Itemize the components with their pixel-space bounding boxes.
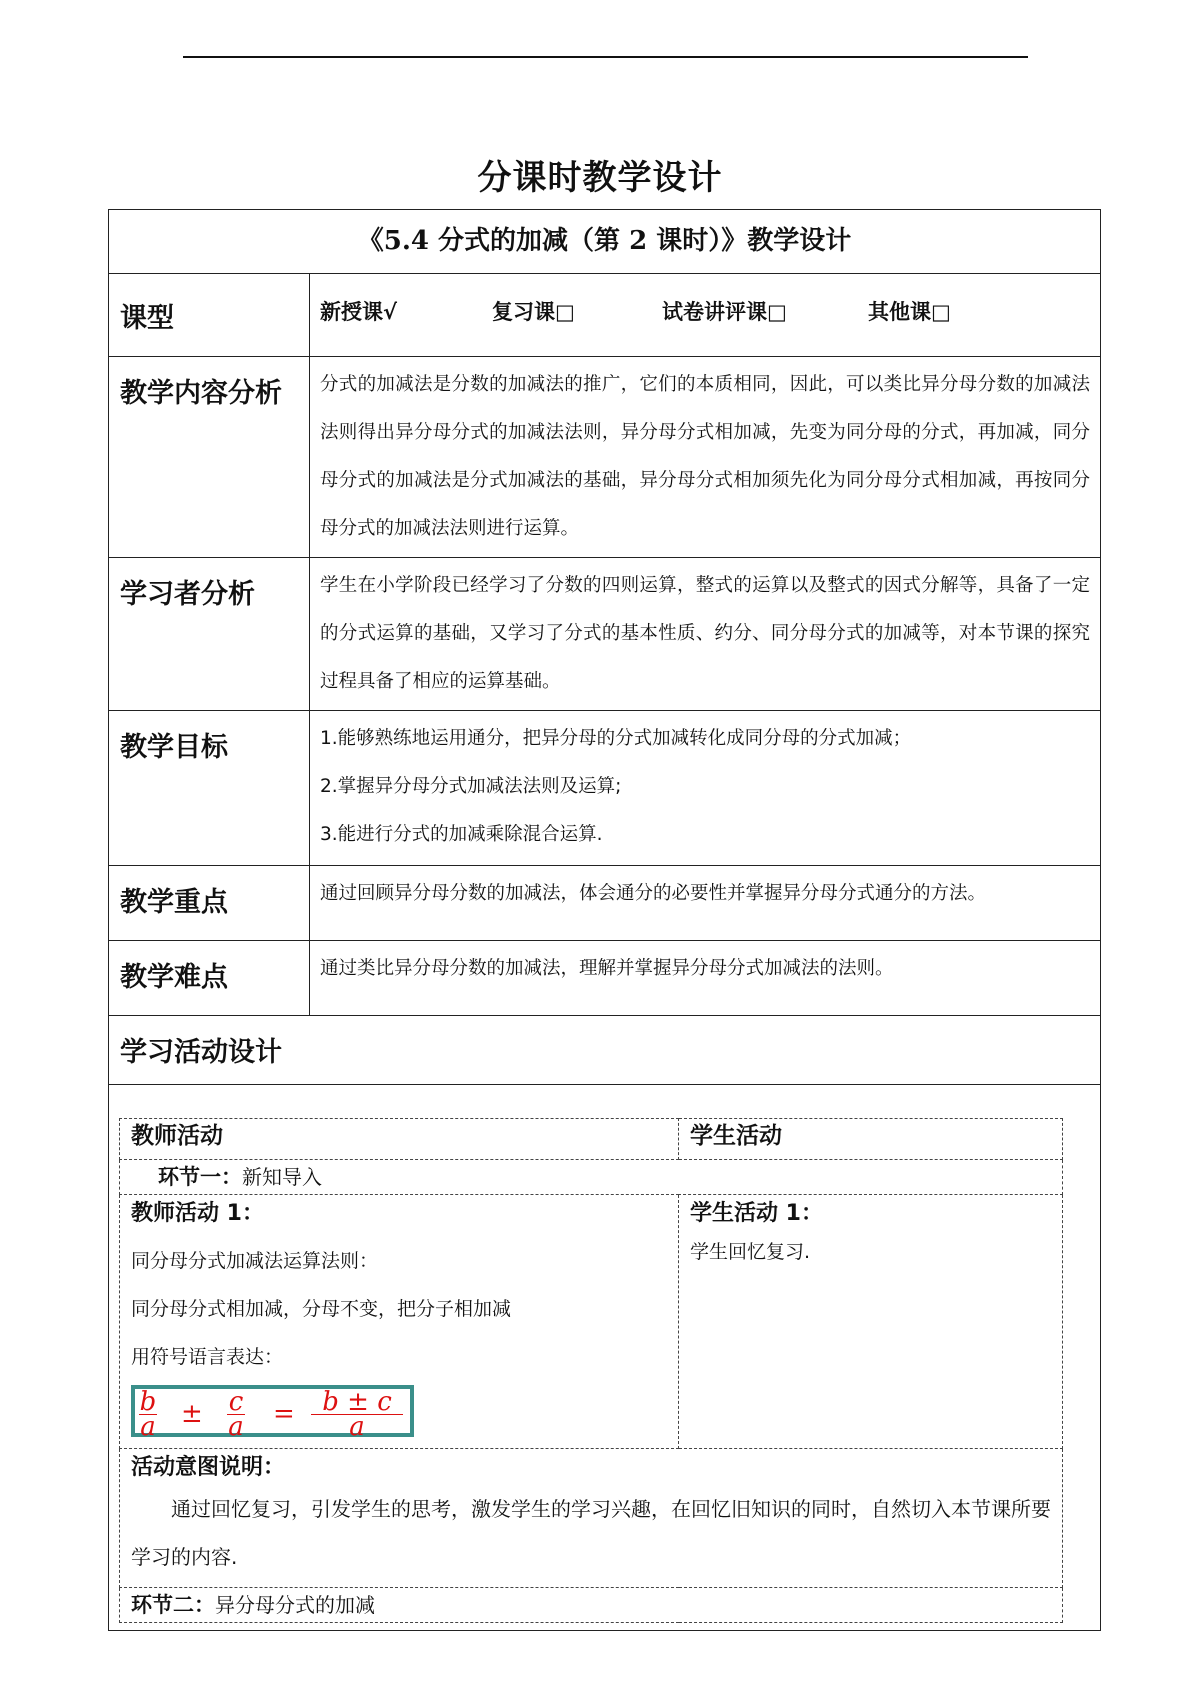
key-points-text: 通过回顾异分母分数的加减法，体会通分的必要性并掌握异分母分式通分的方法。 [310,866,1101,941]
activity-design-label: 学习活动设计 [109,1016,1101,1085]
formula-fraction-b-pm-c-over-a: b ± c a [311,1391,403,1438]
section-two-name: 异分母分式的加减 [215,1593,375,1617]
student-activity-1-text: 学生回忆复习. [690,1241,811,1263]
symbol-expression-label: 用符号语言表达： [131,1346,284,1368]
key-points-label: 教学重点 [109,866,310,941]
difficulties-label: 教学难点 [109,941,310,1016]
formula-fraction-b-over-a: b a [139,1387,157,1442]
objective-item: 3.能进行分式的加减乘除混合运算. [320,824,603,845]
student-activity-1 [679,1195,1063,1449]
lesson-title: 《5.4 分式的加减（第 2 课时）》教学设计 [109,210,1101,274]
section-one [120,1160,1063,1195]
course-type-other: 其他课□ [868,300,951,324]
activity-intent-title: 活动意图说明： [131,1455,286,1480]
teacher-activity-header: 教师活动 [120,1119,679,1160]
document-title: 分课时教学设计 [477,158,723,198]
student-activity-1-title: 学生活动 1： [690,1201,823,1226]
section-two-label: 环节二： [131,1593,215,1617]
learner-analysis-text: 学生在小学阶段已经学习了分数的四则运算，整式的运算以及整式的因式分解等，具备了一定的分式运算的基础，又学习了分式的基本性质、约分、同分母分式的加减等，对本节课的探究过程具备了相应的运算基础。 [310,558,1101,711]
objectives-label: 教学目标 [109,711,310,866]
formula-equals: = [273,1399,295,1429]
teacher-activity-1 [120,1195,679,1449]
course-type-options [310,274,1101,357]
activity-intent [120,1449,1063,1588]
rule-text: 同分母分式相加减，分母不变，把分子相加减 [131,1298,512,1320]
objective-item: 2.掌握异分母分式加减法法则及运算; [320,776,622,797]
content-analysis-text: 分式的加减法是分数的加减法的推广，它们的本质相同，因此，可以类比异分母分数的加减法法则得出异分母分式的加减法法则，异分母分式相加减，先变为同分母的分式，再加减，同分母分式的加减法是分式加减法的基础，异分母分式相加须先化为同分母分式相加减，再按同分母分式的加减法法则进行运算。 [310,357,1101,558]
teacher-activity-1-title: 教师活动 1： [131,1201,264,1226]
content-analysis-label: 教学内容分析 [109,357,310,558]
rule-title: 同分母分式加减法运算法则： [131,1250,379,1272]
section-one-label: 环节一： [158,1165,242,1189]
formula-fraction-c-over-a: c a [228,1387,244,1442]
course-type-new: 新授课√ [320,300,398,324]
course-type-exam-review: 试卷讲评课□ [662,300,787,324]
objective-item: 1.能够熟练地运用通分，把异分母的分式加减转化成同分母的分式加减； [320,728,912,749]
section-one-name: 新知导入 [242,1165,322,1189]
difficulties-text: 通过类比异分母分数的加减法，理解并掌握异分母分式加减法的法则。 [310,941,1101,1016]
formula-box [131,1385,414,1442]
activity-intent-text: 通过回忆复习，引发学生的思考，激发学生的学习兴趣，在回忆旧知识的同时，自然切入本节课所要学习的内容. [131,1497,1051,1569]
objectives-list [310,711,1101,866]
section-two [120,1588,1063,1623]
formula-plus-minus: ± [181,1399,203,1429]
lesson-plan-table [108,209,1101,1631]
student-activity-header: 学生活动 [679,1119,1063,1160]
header-rule [183,56,1028,58]
learner-analysis-label: 学习者分析 [109,558,310,711]
course-type-review: 复习课□ [492,300,575,324]
activity-design-area [109,1085,1101,1631]
course-type-label: 课型 [109,274,310,357]
activity-table [119,1118,1063,1623]
